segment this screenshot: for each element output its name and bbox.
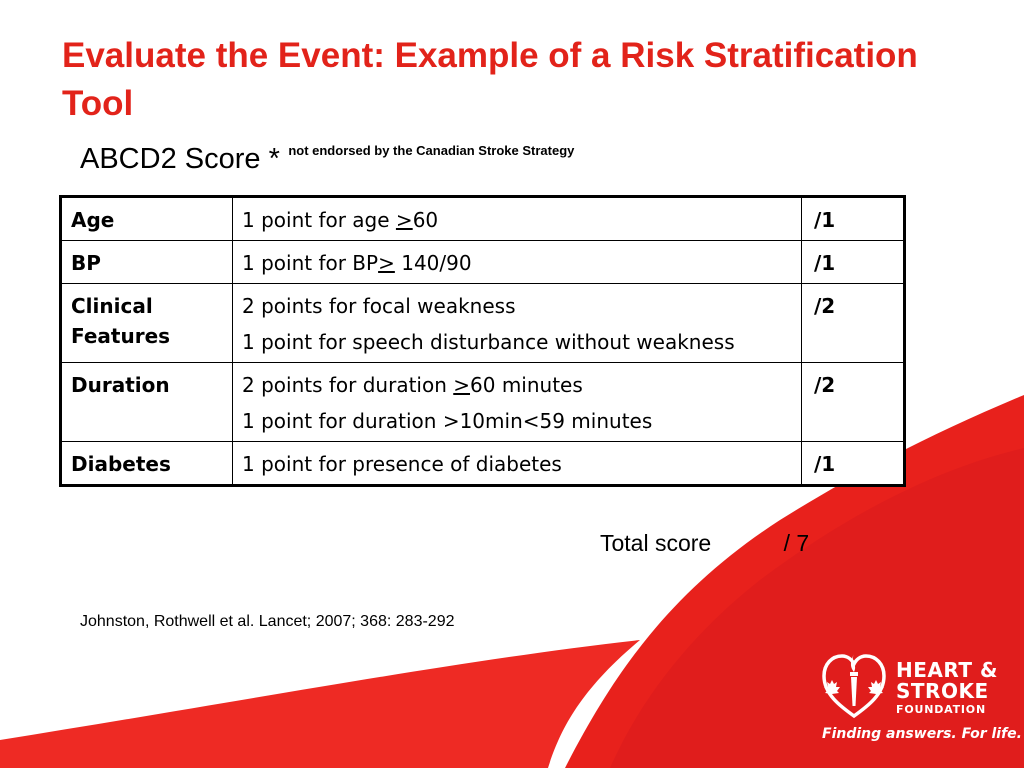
max-points: /1: [802, 241, 905, 284]
description-text: 1 point for presence of diabetes: [242, 452, 562, 476]
endorsement-note: not endorsed by the Canadian Stroke Strategy: [288, 143, 575, 158]
criterion-description: [233, 241, 802, 284]
description-line: [242, 406, 792, 436]
total-score-value: / 7: [783, 530, 810, 556]
description-line: [242, 449, 792, 479]
table-row: [61, 284, 905, 363]
logo-line-stroke: STROKE: [896, 679, 989, 703]
greater-or-equal-symbol: >: [453, 373, 471, 397]
criterion-label: Diabetes: [61, 442, 233, 486]
max-points: /1: [802, 197, 905, 241]
logo-line-heart: HEART &: [896, 658, 998, 682]
total-score-label: Total score: [600, 530, 712, 556]
description-text: 1 point for age: [242, 208, 396, 232]
slide-title: Evaluate the Event: Example of a Risk Stratification Tool: [62, 36, 918, 123]
description-text: 2 points for duration: [242, 373, 454, 397]
description-line: [242, 248, 792, 278]
heart-torch-maple-icon: [820, 650, 888, 722]
max-points: /2: [802, 284, 905, 363]
description-text: 140/90: [394, 251, 472, 275]
description-text: 60 minutes: [470, 373, 583, 397]
criterion-description: [233, 363, 802, 442]
greater-or-equal-symbol: >: [395, 208, 413, 232]
max-points: /2: [802, 363, 905, 442]
logo-tagline: Finding answers. For life.: [822, 726, 1022, 742]
logo-wordmark: [896, 660, 998, 718]
description-line: [242, 205, 792, 235]
subtitle: [80, 143, 574, 176]
abcd2-score-table: [59, 195, 906, 487]
table-row: [61, 363, 905, 442]
description-line: [242, 370, 792, 400]
heart-and-stroke-logo: [818, 648, 1022, 748]
description-text: 1 point for BP: [242, 251, 379, 275]
max-points: /1: [802, 442, 905, 486]
criterion-label: Clinical Features: [61, 284, 233, 363]
criterion-label: BP: [61, 241, 233, 284]
description-text: 2 points for focal weakness: [242, 294, 516, 318]
criterion-label: Age: [61, 197, 233, 241]
description-text: 1 point for duration >10min<59 minutes: [242, 409, 653, 433]
table-row: [61, 197, 905, 241]
total-score: [600, 530, 809, 557]
description-line: [242, 327, 792, 357]
criterion-description: [233, 197, 802, 241]
greater-or-equal-symbol: >: [378, 251, 395, 275]
description-line: [242, 291, 792, 321]
criterion-description: [233, 284, 802, 363]
table-row: [61, 442, 905, 486]
criterion-label: Duration: [61, 363, 233, 442]
table-row: [61, 241, 905, 284]
logo-line-foundation: FOUNDATION: [896, 703, 986, 716]
description-text: 60: [412, 208, 439, 232]
criterion-description: [233, 442, 802, 486]
description-text: 1 point for speech disturbance without weakness: [242, 330, 735, 354]
abcd2-score-heading: ABCD2 Score *: [80, 143, 280, 175]
citation: Johnston, Rothwell et al. Lancet; 2007; 368: 283-292: [80, 613, 455, 630]
